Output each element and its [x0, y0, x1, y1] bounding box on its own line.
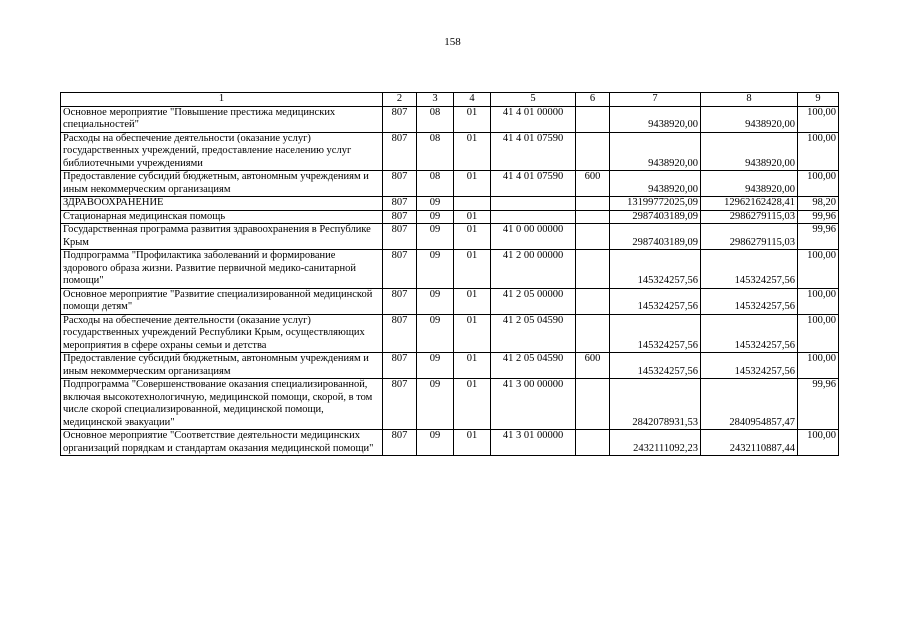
row-name-cell: Государственная программа развития здравоохранения в Республике Крым	[61, 224, 383, 250]
row-name-cell: Стационарная медицинская помощь	[61, 210, 383, 224]
subsection-cell: 01	[454, 430, 491, 456]
subsection-cell: 01	[454, 224, 491, 250]
planned-amount-cell: 2987403189,09	[610, 224, 701, 250]
target-article-cell: 41 3 01 00000	[491, 430, 576, 456]
actual-amount-cell: 145324257,56	[701, 353, 798, 379]
percent-cell: 98,20	[798, 197, 839, 211]
table-row	[61, 314, 839, 353]
section-cell: 08	[417, 171, 454, 197]
admin-code-cell: 807	[383, 430, 417, 456]
row-name-cell: Подпрограмма "Совершенствование оказания специализированной, включая высокотехнологичную, медицинской помощи, скорой, в том числе скорой специализированной, медицинской помощи, медицинской эвакуации"	[61, 379, 383, 430]
admin-code-cell: 807	[383, 250, 417, 289]
actual-amount-cell: 2986279115,03	[701, 210, 798, 224]
subsection-cell: 01	[454, 288, 491, 314]
target-article-cell: 41 2 05 04590	[491, 353, 576, 379]
row-name-cell: ЗДРАВООХРАНЕНИЕ	[61, 197, 383, 211]
target-article-cell: 41 0 00 00000	[491, 224, 576, 250]
percent-cell: 99,96	[798, 224, 839, 250]
column-header: 3	[417, 93, 454, 107]
row-name-cell: Расходы на обеспечение деятельности (оказание услуг) государственных учреждений, предоставление населению услуг библиотечными учреждениями	[61, 132, 383, 171]
expense-type-cell	[576, 197, 610, 211]
planned-amount-cell: 145324257,56	[610, 314, 701, 353]
section-cell: 08	[417, 132, 454, 171]
section-cell: 09	[417, 353, 454, 379]
expense-type-cell: 600	[576, 171, 610, 197]
actual-amount-cell: 9438920,00	[701, 171, 798, 197]
percent-cell: 100,00	[798, 314, 839, 353]
row-name-cell: Расходы на обеспечение деятельности (оказание услуг) государственных учреждений Республики Крым, осуществляющих мероприятия в сфере охраны семьи и детства	[61, 314, 383, 353]
percent-cell: 100,00	[798, 250, 839, 289]
planned-amount-cell: 2842078931,53	[610, 379, 701, 430]
table-row	[61, 288, 839, 314]
planned-amount-cell: 9438920,00	[610, 106, 701, 132]
expense-type-cell	[576, 210, 610, 224]
section-cell: 09	[417, 197, 454, 211]
admin-code-cell: 807	[383, 132, 417, 171]
table-header-row	[61, 93, 839, 107]
expense-type-cell	[576, 224, 610, 250]
row-name-cell: Предоставление субсидий бюджетным, автономным учреждениям и иным некоммерческим организациям	[61, 353, 383, 379]
admin-code-cell: 807	[383, 288, 417, 314]
actual-amount-cell: 2986279115,03	[701, 224, 798, 250]
expense-type-cell	[576, 379, 610, 430]
planned-amount-cell: 13199772025,09	[610, 197, 701, 211]
section-cell: 09	[417, 314, 454, 353]
percent-cell: 100,00	[798, 132, 839, 171]
planned-amount-cell: 2987403189,09	[610, 210, 701, 224]
expense-type-cell	[576, 288, 610, 314]
column-header: 8	[701, 93, 798, 107]
expense-type-cell	[576, 132, 610, 171]
table-row	[61, 224, 839, 250]
section-cell: 09	[417, 210, 454, 224]
section-cell: 09	[417, 224, 454, 250]
table-row	[61, 430, 839, 456]
admin-code-cell: 807	[383, 224, 417, 250]
percent-cell: 100,00	[798, 430, 839, 456]
target-article-cell: 41 3 00 00000	[491, 379, 576, 430]
row-name-cell: Основное мероприятие "Соответствие деятельности медицинских организаций порядкам и стандартам оказания медицинской помощи"	[61, 430, 383, 456]
actual-amount-cell: 9438920,00	[701, 106, 798, 132]
subsection-cell	[454, 197, 491, 211]
budget-table	[60, 92, 839, 456]
target-article-cell: 41 2 00 00000	[491, 250, 576, 289]
admin-code-cell: 807	[383, 314, 417, 353]
actual-amount-cell: 145324257,56	[701, 314, 798, 353]
actual-amount-cell: 12962162428,41	[701, 197, 798, 211]
expense-type-cell	[576, 250, 610, 289]
target-article-cell: 41 4 01 07590	[491, 171, 576, 197]
section-cell: 08	[417, 106, 454, 132]
admin-code-cell: 807	[383, 106, 417, 132]
subsection-cell: 01	[454, 132, 491, 171]
table-row	[61, 379, 839, 430]
table-row	[61, 171, 839, 197]
actual-amount-cell: 2432110887,44	[701, 430, 798, 456]
target-article-cell	[491, 197, 576, 211]
column-header: 2	[383, 93, 417, 107]
table-row	[61, 210, 839, 224]
column-header: 7	[610, 93, 701, 107]
actual-amount-cell: 145324257,56	[701, 288, 798, 314]
table-row	[61, 353, 839, 379]
percent-cell: 99,96	[798, 210, 839, 224]
subsection-cell: 01	[454, 314, 491, 353]
percent-cell: 100,00	[798, 353, 839, 379]
page-number: 158	[444, 36, 461, 48]
subsection-cell: 01	[454, 106, 491, 132]
column-header: 9	[798, 93, 839, 107]
subsection-cell: 01	[454, 250, 491, 289]
target-article-cell	[491, 210, 576, 224]
target-article-cell: 41 4 01 07590	[491, 132, 576, 171]
expense-type-cell	[576, 430, 610, 456]
admin-code-cell: 807	[383, 353, 417, 379]
column-header: 6	[576, 93, 610, 107]
planned-amount-cell: 145324257,56	[610, 288, 701, 314]
row-name-cell: Основное мероприятие "Повышение престижа медицинских специальностей"	[61, 106, 383, 132]
planned-amount-cell: 2432111092,23	[610, 430, 701, 456]
target-article-cell: 41 2 05 00000	[491, 288, 576, 314]
subsection-cell: 01	[454, 210, 491, 224]
column-header: 4	[454, 93, 491, 107]
column-header: 5	[491, 93, 576, 107]
expense-type-cell: 600	[576, 353, 610, 379]
column-header: 1	[61, 93, 383, 107]
table-row	[61, 106, 839, 132]
section-cell: 09	[417, 288, 454, 314]
actual-amount-cell: 2840954857,47	[701, 379, 798, 430]
subsection-cell: 01	[454, 379, 491, 430]
percent-cell: 100,00	[798, 106, 839, 132]
table-row	[61, 197, 839, 211]
planned-amount-cell: 9438920,00	[610, 171, 701, 197]
actual-amount-cell: 9438920,00	[701, 132, 798, 171]
section-cell: 09	[417, 250, 454, 289]
table-row	[61, 132, 839, 171]
target-article-cell: 41 4 01 00000	[491, 106, 576, 132]
admin-code-cell: 807	[383, 171, 417, 197]
section-cell: 09	[417, 379, 454, 430]
admin-code-cell: 807	[383, 197, 417, 211]
percent-cell: 99,96	[798, 379, 839, 430]
percent-cell: 100,00	[798, 171, 839, 197]
table-body	[61, 93, 839, 456]
planned-amount-cell: 145324257,56	[610, 250, 701, 289]
admin-code-cell: 807	[383, 210, 417, 224]
expense-type-cell	[576, 314, 610, 353]
target-article-cell: 41 2 05 04590	[491, 314, 576, 353]
section-cell: 09	[417, 430, 454, 456]
admin-code-cell: 807	[383, 379, 417, 430]
actual-amount-cell: 145324257,56	[701, 250, 798, 289]
table-row	[61, 250, 839, 289]
row-name-cell: Основное мероприятие "Развитие специализированной медицинской помощи детям"	[61, 288, 383, 314]
planned-amount-cell: 9438920,00	[610, 132, 701, 171]
row-name-cell: Подпрограмма "Профилактика заболеваний и формирование здорового образа жизни. Развитие первичной медико-санитарной помощи"	[61, 250, 383, 289]
row-name-cell: Предоставление субсидий бюджетным, автономным учреждениям и иным некоммерческим организациям	[61, 171, 383, 197]
planned-amount-cell: 145324257,56	[610, 353, 701, 379]
subsection-cell: 01	[454, 171, 491, 197]
percent-cell: 100,00	[798, 288, 839, 314]
expense-type-cell	[576, 106, 610, 132]
subsection-cell: 01	[454, 353, 491, 379]
